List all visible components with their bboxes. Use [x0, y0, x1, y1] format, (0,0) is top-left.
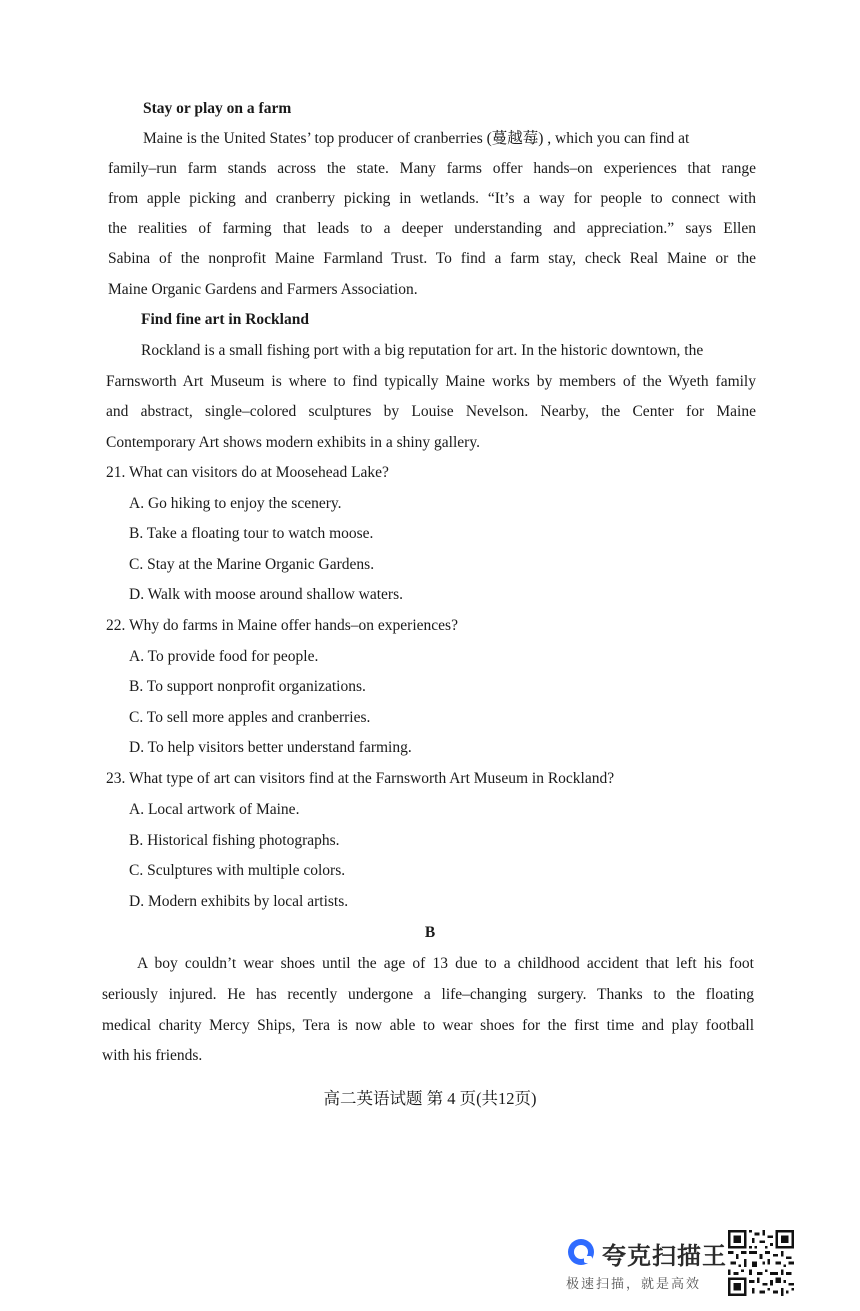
farm-paragraph-line: Maine Organic Gardens and Farmers Association. [108, 281, 418, 298]
watermark-slogan: 极速扫描，就是高效 [566, 1277, 702, 1292]
art-paragraph-line: Rockland is a small fishing port with a big reputation for art. In the historic downtown, the [141, 342, 704, 359]
quark-logo-icon [566, 1237, 596, 1267]
art-paragraph-line: Farnsworth Art Museum is where to find typically Maine works by members of the Wyeth family [106, 373, 756, 390]
art-paragraph-line: Contemporary Art shows modern exhibits in a shiny gallery. [106, 434, 480, 451]
farm-paragraph-line: Maine is the United States’ top producer of cranberries (蔓越莓) , which you can find at [143, 130, 690, 147]
question-option: D. Walk with moose around shallow waters. [129, 586, 403, 603]
farm-paragraph-line: Sabina of the nonprofit Maine Farmland Trust. To find a farm stay, check Real Maine or the [108, 250, 756, 267]
scanner-watermark [566, 1232, 726, 1296]
question-option: B. To support nonprofit organizations. [129, 678, 366, 695]
art-paragraph-line: and abstract, single–colored sculptures by Louise Nevelson. Nearby, the Center for Maine [106, 403, 756, 420]
question-option: B. Take a floating tour to watch moose. [129, 525, 374, 542]
section-b-paragraph-line: A boy couldn’t wear shoes until the age of 13 due to a childhood accident that left his foot [137, 955, 754, 972]
page-footer: 高二英语试题 第 4 页(共12页) [323, 1089, 537, 1108]
farm-paragraph-line: the realities of farming that leads to a deeper understanding and appreciation.” says Ellen [108, 220, 756, 237]
question-option: D. Modern exhibits by local artists. [129, 893, 349, 910]
question-option: D. To help visitors better understand farming. [129, 739, 412, 756]
farm-paragraph-line: family–run farm stands across the state. Many farms offer hands–on experiences that range [108, 160, 756, 177]
question-option: B. Historical fishing photographs. [129, 832, 340, 849]
question-option: A. Local artwork of Maine. [129, 801, 300, 818]
question-stem: 22. Why do farms in Maine offer hands–on experiences? [106, 617, 458, 634]
watermark-app-name: 夸克扫描王 [602, 1242, 727, 1270]
question-stem: 23. What type of art can visitors find at the Farnsworth Art Museum in Rockland? [106, 770, 615, 787]
question-option: C. Stay at the Marine Organic Gardens. [129, 556, 375, 573]
question-stem: 21. What can visitors do at Moosehead Lake? [106, 464, 389, 481]
art-heading: Find fine art in Rockland [141, 311, 309, 328]
farm-heading: Stay or play on a farm [143, 100, 292, 117]
farm-paragraph-line: from apple picking and cranberry picking in wetlands. “It’s a way for people to connect with [108, 190, 756, 207]
question-option: C. To sell more apples and cranberries. [129, 709, 371, 726]
section-b-paragraph-line: medical charity Mercy Ships, Tera is now able to wear shoes for the first time and play football [102, 1017, 754, 1034]
section-b-label: B [424, 924, 436, 941]
question-option: C. Sculptures with multiple colors. [129, 862, 346, 879]
section-b-paragraph-line: with his friends. [102, 1047, 203, 1064]
section-b-paragraph-line: seriously injured. He has recently undergone a life–changing surgery. Thanks to the floating [102, 986, 754, 1003]
question-option: A. To provide food for people. [129, 648, 319, 665]
question-option: A. Go hiking to enjoy the scenery. [129, 495, 342, 512]
qr-code-icon [728, 1230, 794, 1296]
